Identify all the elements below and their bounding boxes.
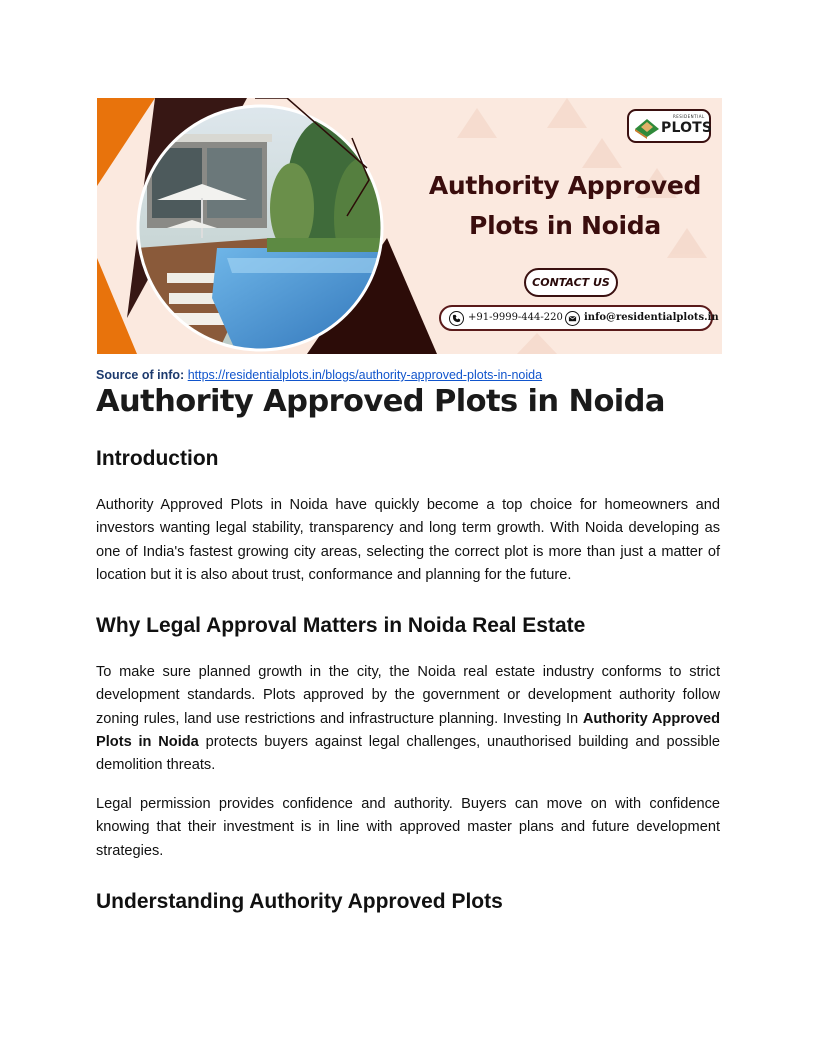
intro-heading: Introduction [96, 447, 219, 470]
hero-banner [97, 98, 722, 354]
contact-us-button[interactable]: CONTACT US [524, 268, 618, 297]
banner-title [407, 166, 722, 246]
banner-title-line-2: Plots in Noida [469, 211, 661, 240]
email-address[interactable]: info@residentialplots.in [584, 312, 719, 323]
source-link[interactable]: https://residentialplots.in/blogs/authority-approved-plots-in-noida [187, 368, 543, 382]
phone-number[interactable]: +91-9999-444-220 [468, 312, 563, 323]
paragraph-text: To make sure planned growth in the city, the Noida real estate industry conforms to strict development standards. Plots approved by the government or development authority follow zoning rules, land use restrictions and infrastructure planning. Investing In [96, 664, 720, 727]
article-title: Authority Approved Plots in Noida [96, 384, 665, 419]
legal-approval-heading: Why Legal Approval Matters in Noida Real Estate [96, 614, 586, 637]
intro-paragraph: Authority Approved Plots in Noida have quickly become a top choice for homeowners and investors wanting legal stability, transparency and long term growth. With Noida developing as one of India's fastest growing city areas, selecting the correct plot is more than just a matter of location but it is also about trust, conformance and planning for the future. [96, 497, 720, 583]
source-line [96, 368, 542, 382]
plot-mark-icon [633, 115, 661, 139]
logo-tagline: RESIDENTIAL [673, 114, 705, 119]
phone-icon [449, 311, 464, 326]
paragraph-text: protects buyers against legal challenges, unauthorised building and possible demolition threats. [96, 733, 721, 774]
legal-approval-paragraph-1 [96, 661, 720, 777]
source-label: Source of info: [96, 368, 185, 382]
banner-title-line-1: Authority Approved [428, 171, 702, 200]
mail-icon [565, 311, 580, 326]
brand-logo [627, 109, 711, 143]
contact-info-bar [439, 305, 719, 331]
bold-keyword: Authority Approved Plots in Noida [96, 710, 720, 750]
legal-approval-paragraph-2: Legal permission provides confidence and authority. Buyers can move on with confidence knowing that their investment is in line with approved master plans and future development strategies. [96, 796, 720, 859]
logo-wordmark: PLOTS [661, 120, 713, 136]
understanding-heading: Understanding Authority Approved Plots [96, 890, 503, 913]
